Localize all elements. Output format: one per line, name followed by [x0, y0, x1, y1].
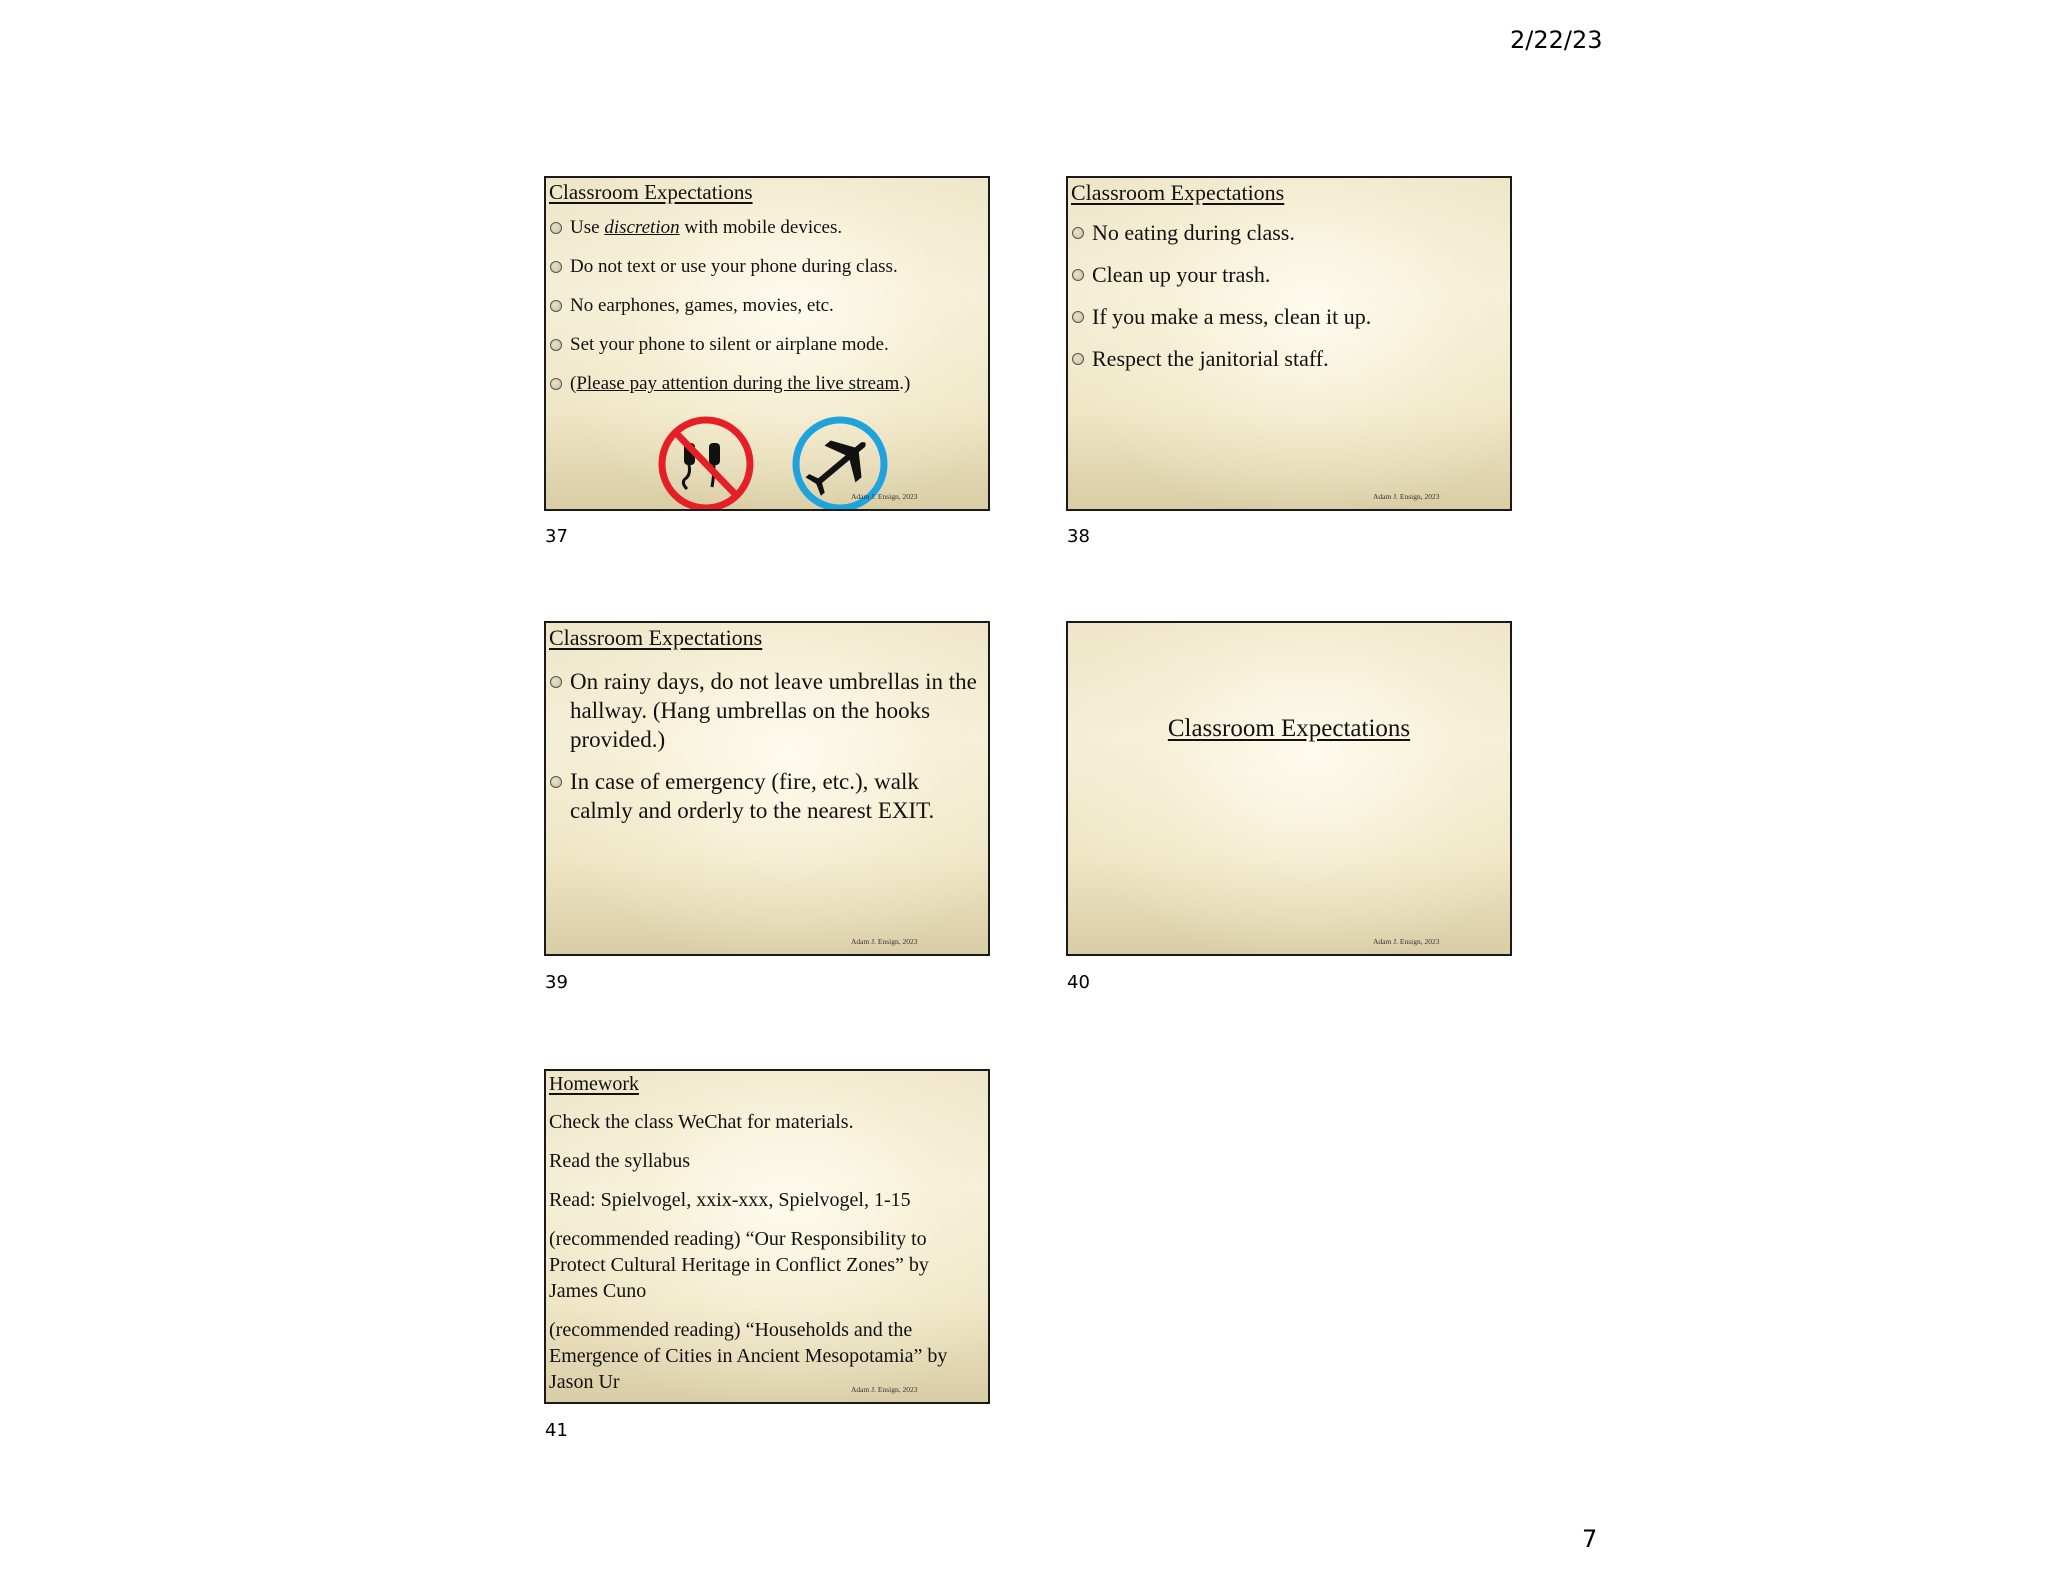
bullet-icon: [550, 378, 562, 390]
bullet-item: No earphones, games, movies, etc.: [548, 293, 984, 332]
slide-number: 40: [1067, 972, 1090, 993]
bullet-item: No eating during class.: [1070, 219, 1506, 261]
slide-footer: Adam J. Ensign, 2023: [851, 492, 918, 501]
bullet-icon: [550, 676, 562, 688]
bullet-item: In case of emergency (fire, etc.), walk calmly and orderly to the nearest EXIT.: [548, 767, 984, 825]
page-number: 7: [1582, 1525, 1598, 1553]
slide-title: Classroom Expectations: [549, 180, 753, 204]
bullet-icon: [550, 776, 562, 788]
bullet-item: Do not text or use your phone during class.: [548, 254, 984, 293]
handout-date: 2/22/23: [1510, 26, 1603, 54]
homework-item: Check the class WeChat for materials.: [549, 1111, 854, 1133]
slide-title: Classroom Expectations: [549, 625, 763, 650]
bullet-icon: [1072, 353, 1084, 365]
homework-item: (recommended reading) “Our Responsibility to Protect Cultural Heritage in Conflict Zones” by James Cuno: [549, 1228, 929, 1302]
slide-38: [1066, 176, 1512, 511]
bullet-icon: [1072, 227, 1084, 239]
bullet-icon: [1072, 269, 1084, 281]
homework-item: Read: Spielvogel, xxix-xxx, Spielvogel, 1-15: [549, 1189, 911, 1211]
slide-number: 37: [545, 526, 568, 547]
homework-item: Read the syllabus: [549, 1150, 691, 1172]
bullet-item: If you make a mess, clean it up.: [1070, 303, 1506, 345]
bullet-list: [1070, 219, 1506, 387]
bullet-item: Clean up your trash.: [1070, 261, 1506, 303]
slide-title: Classroom Expectations: [1071, 180, 1285, 205]
slide-number: 39: [545, 972, 568, 993]
slide-footer: Adam J. Ensign, 2023: [851, 937, 918, 946]
bullet-item: Set your phone to silent or airplane mode.: [548, 332, 984, 371]
slide-number: 38: [1067, 526, 1090, 547]
no-earphones-icon: [651, 416, 761, 511]
slide-footer: Adam J. Ensign, 2023: [1373, 937, 1440, 946]
slide-41: [544, 1069, 990, 1404]
homework-item: (recommended reading) “Households and the Emergence of Cities in Ancient Mesopotamia” by Jason Ur: [549, 1319, 948, 1393]
bullet-icon: [550, 222, 562, 234]
slide-title: Homework: [549, 1073, 639, 1095]
bullet-item: (Please pay attention during the live stream.): [548, 371, 984, 410]
slide-number: 41: [545, 1420, 568, 1441]
homework-list: [549, 1109, 982, 1404]
bullet-icon: [550, 339, 562, 351]
slide-37: [544, 176, 990, 511]
slide-39: [544, 621, 990, 956]
slide-footer: Adam J. Ensign, 2023: [1373, 492, 1440, 501]
bullet-icon: [550, 261, 562, 273]
bullet-item: Use discretion with mobile devices.: [548, 215, 984, 254]
slide-title: Classroom Expectations: [1167, 715, 1411, 742]
slide-footer: Adam J. Ensign, 2023: [851, 1385, 918, 1394]
slide-40: [1066, 621, 1512, 956]
bullet-item: Respect the janitorial staff.: [1070, 345, 1506, 387]
bullet-item: On rainy days, do not leave umbrellas in the hallway. (Hang umbrellas on the hooks provided.): [548, 667, 984, 754]
bullet-icon: [550, 300, 562, 312]
bullet-list: [548, 667, 984, 838]
bullet-icon: [1072, 311, 1084, 323]
bullet-list: [548, 215, 984, 410]
